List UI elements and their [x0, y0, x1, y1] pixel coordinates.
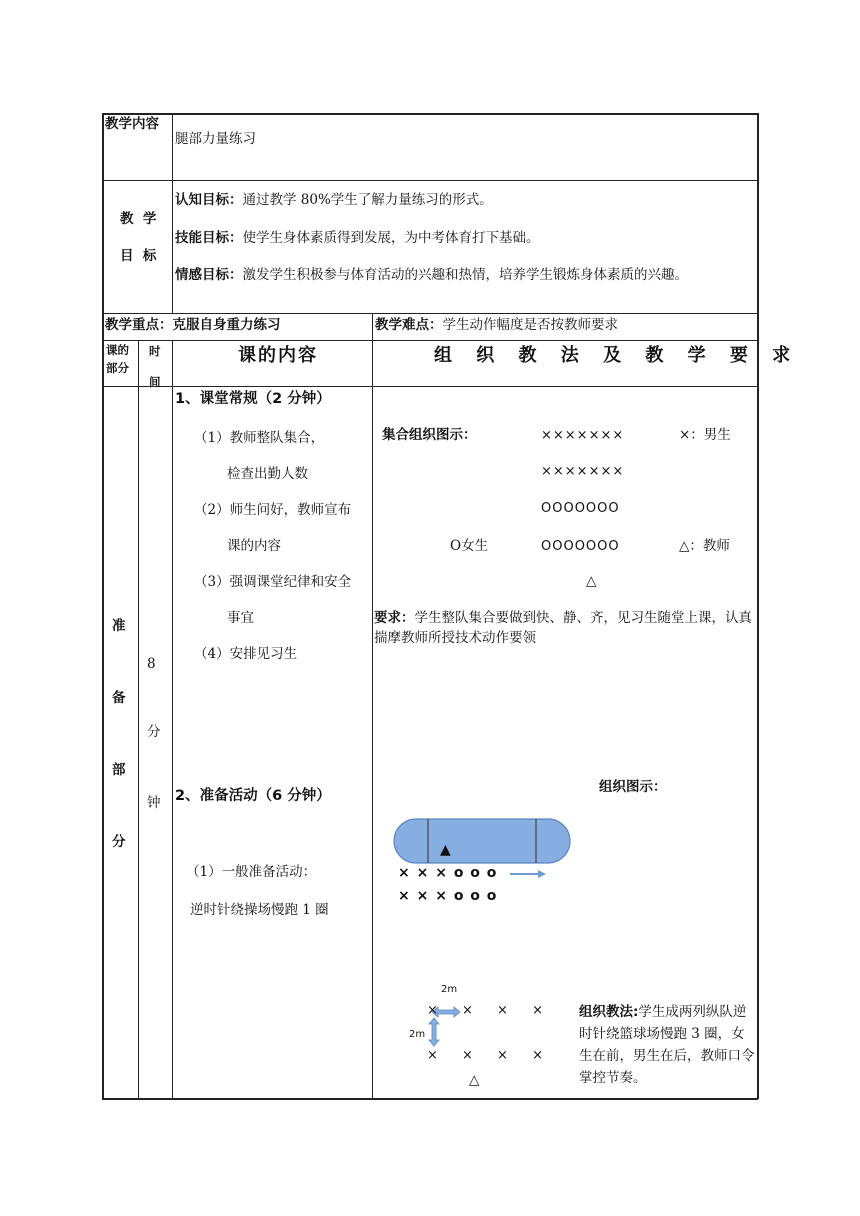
section-time-char: 钟	[147, 795, 161, 811]
table-border-left	[102, 113, 104, 1099]
content-value: 腿部力量练习	[175, 131, 256, 147]
skill-goal	[175, 232, 540, 246]
section-part-char: 准	[112, 618, 126, 634]
assembly-row: OOOOOOO	[541, 501, 620, 516]
section-part-char: 分	[112, 834, 126, 850]
assembly-row: ×××××××	[541, 464, 625, 479]
routine-item: （4）安排见习生	[194, 646, 298, 662]
emotion-goal-label: 情感目标：	[175, 267, 243, 283]
method	[579, 1001, 755, 1089]
key-point-text: 克服自身重力练习	[172, 317, 281, 333]
section-part-char: 备	[112, 690, 126, 706]
goals-label-2: 目 标	[120, 248, 157, 264]
assembly-row: OOOOOOO	[541, 539, 620, 554]
difficulty-label: 教学难点：	[375, 317, 443, 333]
teacher-position: △	[586, 573, 597, 589]
difficulty-text: 学生动作幅度是否按教师要求	[442, 317, 618, 333]
section-time-char: 分	[147, 724, 161, 740]
header-part-2: 部分	[106, 361, 129, 375]
goals-label-1: 教 学	[120, 211, 157, 227]
col-divider	[172, 340, 173, 1098]
row-divider	[102, 340, 758, 341]
row-divider	[102, 386, 758, 387]
running-track	[394, 819, 570, 863]
col-divider	[372, 313, 373, 1098]
cognitive-goal	[175, 194, 493, 208]
key-point-label: 教学重点：	[105, 317, 173, 333]
warmup-item-2: 逆时针绕操场慢跑 1 圈	[190, 902, 329, 918]
emotion-goal-text: 激发学生积极参与体育活动的兴趣和热情，培养学生锻炼身体素质的兴趣。	[242, 267, 688, 283]
requirement-text: 学生整队集合要做到快、静、齐，见习生随堂上课，认真揣摩教师所授技术动作要领	[374, 610, 752, 646]
cognitive-goal-label: 认知目标：	[175, 192, 243, 208]
routine-item: （2）师生问好，教师宣布	[194, 502, 352, 518]
section-part-char: 部	[112, 762, 126, 778]
routine-item: 事宜	[227, 610, 254, 626]
skill-goal-label: 技能目标：	[175, 230, 243, 246]
run-formation-row: × × × o o o	[398, 888, 498, 904]
routine-item: （1）教师整队集合，	[194, 430, 325, 446]
grid-formation-row: × × × ×	[427, 1003, 553, 1018]
method-label: 组织教法:	[579, 1004, 639, 1020]
emotion-goal	[175, 269, 688, 283]
skill-goal-text: 使学生身体素质得到发展，为中考体育打下基础。	[242, 230, 540, 246]
header-part-1: 课的	[106, 343, 129, 357]
table-border-bottom	[102, 1098, 758, 1100]
header-time-1: 时	[149, 344, 161, 358]
run-formation-row: × × × o o o	[398, 865, 498, 881]
col-divider	[172, 113, 173, 313]
content-label: 教学内容	[105, 116, 159, 132]
assembly-label: 集合组织图示：	[382, 427, 477, 443]
legend-teacher: △：教师	[679, 538, 730, 554]
routine-item: （3）强调课堂纪律和安全	[194, 574, 352, 590]
warmup-item-1: （1）一般准备活动：	[186, 864, 317, 880]
legend-male: ×：男生	[679, 427, 731, 443]
run-direction-arrowhead	[538, 870, 546, 878]
cognitive-goal-text: 通过教学 80%学生了解力量练习的形式。	[242, 192, 493, 208]
spacing-label-top: 2m	[441, 984, 458, 995]
row-divider	[102, 313, 758, 314]
row-divider	[102, 180, 758, 181]
table-border-right	[757, 113, 759, 1099]
key-point	[105, 319, 281, 333]
difficulty	[375, 319, 618, 333]
requirement-label: 要求：	[374, 610, 415, 626]
routine-title: 1、课堂常规（2 分钟）	[175, 391, 331, 407]
grid-teacher: △	[469, 1072, 480, 1088]
assembly-row: ×××××××	[541, 428, 625, 443]
header-content: 课的内容	[238, 345, 318, 366]
routine-item: 课的内容	[227, 538, 281, 554]
method-text: 学生成两列纵队逆时针绕篮球场慢跑 3 圈，女生在前，男生在后，教师口令掌控节奏。	[579, 1004, 755, 1086]
header-method: 组 织 教 法 及 教 学 要 求	[434, 345, 800, 366]
warmup-title: 2、准备活动（6 分钟）	[175, 788, 331, 804]
grid-formation-row: × × × ×	[427, 1048, 553, 1063]
requirement	[374, 608, 754, 648]
diagram-label: 组织图示：	[599, 779, 667, 795]
col-divider	[138, 340, 139, 1098]
vertical-spacing-arrow	[429, 1018, 439, 1046]
header-time-2: 间	[149, 375, 161, 389]
table-border-top	[102, 113, 758, 115]
teacher-marker: ▲	[440, 842, 451, 858]
routine-item: 检查出勤人数	[227, 466, 308, 482]
section-time-number: 8	[147, 656, 156, 672]
legend-female: O女生	[450, 538, 489, 554]
spacing-label-side: 2m	[409, 1029, 426, 1040]
